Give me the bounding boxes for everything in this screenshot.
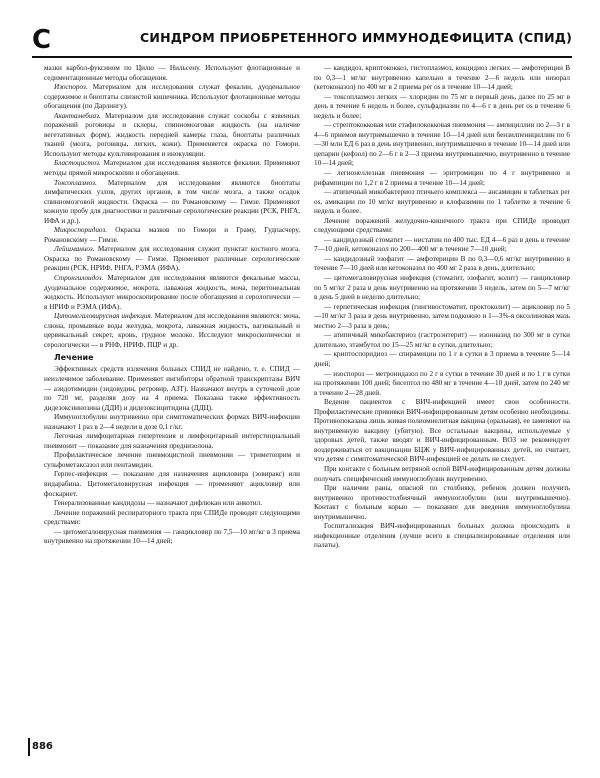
paragraph-text: — криптоспоридиоз — спирамицин по 1 г в сутки в 3 приема в течение 5—14 дней; [314,350,570,368]
paragraph-text: — изоспороз — метронидазол по 2 г в сутки в течение 30 дней и по 1 г в сутки на протяжении 100 дней; бисептол по 480 мг в течение 4—10 дней, затем по 240 мг в течение 2—28 дней. [314,369,570,397]
paragraph [44,112,300,160]
paragraph [314,370,570,399]
page-number: 886 [32,741,53,752]
header-rule [32,56,572,58]
paragraph-text: мазки карбол-фуксином по Цилю — Нильсену. Используют флотационные и седиментационные методы обогащения. [44,64,300,82]
paragraph [314,255,570,274]
paragraph-text: При наличии раны, опасной по столбняку, ребенок должен получить внутривенно противостолбнячный иммуноглобулин (или внутримышечно). Контакт с больным корью — показание для введения иммуноглобулина внутримышечно. [314,484,570,521]
paragraph-term: Бластоцистоз. [54,159,101,168]
section-heading: Лечение [54,353,94,363]
paragraph [314,303,570,332]
paragraph-text: Генерализованные кандидозы — назначают дифлюкан или анкотил. [54,499,263,508]
paragraph [44,413,300,432]
paragraph [314,522,570,551]
paragraph-text: Материалом для исследования являются биоптаты лимфатических узлов, других органов, в том числе мозга, а также осадок спинномозговой жидкости. Окраска — по Романовскому — Гимзе. Применяют кожную пробу для диагностики и различные серологические реакции (РСК, РНГА, ИФА и др.). [44,178,300,225]
paragraph-text: Материалом для исследования служат соскобы с язвенных поражений роговицы и склеры, спинномозговая жидкость (на наличие вегетативных форм), жидкость передней камеры глаза, биоптаты различных тканей (мозга, роговицы, легких, кожи). Применяется окраска по Гомори. Используют методы культивирования и инокуляции. [44,111,300,158]
paragraph-text: — герпетическая инфекция (гингивостоматит, проктоколит) — ацикловир по 5—10 мг/кг 3 раза в день внутривенно, затем подкожно и 1—3%-я оксолиновая мазь местно 2—3 раза в день; [314,302,570,330]
paragraph [44,312,300,350]
paragraph [314,465,570,484]
paragraph [44,245,300,274]
paragraph [314,121,570,169]
paragraph [314,64,570,93]
paragraph [44,179,300,227]
paragraph [44,83,300,112]
left-column [44,64,300,547]
paragraph-text: Эффективных средств излечения больных СПИД не найдено, т. е. СПИД — неизлечимое заболевание. Применяют ингибиторы обратной транскриптазы ВИЧ — азидотимидин (зидовудин, ретровир, АЗТ). Назначают внутрь в суточной дозе по 720 мг, разделяя дозу на 4 приема. Показана также эффективность дидезоксиинозина (ДДИ) и дидезоксицитидина (ДДЦ). [44,365,300,412]
paragraph-text: — кандидозный стоматит — нистатин по 400 тыс. ЕД 4—6 раз в день в течение 7—10 дней, кетоконазол по 200—400 мг в течение 7—10 дней; [314,235,570,254]
paragraph-term: Микроспоридиоз. [54,226,108,235]
paragraph-term: Лейшманиоз. [54,245,95,254]
paragraph-text: — кандидозный эзофагит — амфотерицин В по 0,3—0,6 мг/кг внутривенно в течение 7—10 дней или кетоконазол по 400 мг 2 раза в день, длительно; [314,254,570,273]
paragraph-text: Лечение поражений респираторного тракта при СПИДе проводят следующими средствами: [44,508,300,527]
paragraph [44,528,300,547]
paragraph [314,236,570,255]
paragraph [44,432,300,451]
paragraph [44,274,300,312]
paragraph [314,350,570,369]
paragraph-text: Окраска мазков по Гомори и Граму, Гудпасчеру, Романовскому — Гимзе. [44,226,300,244]
paragraph-text: Материалом для исследования являются фекалии. Применяют методы прямой микроскопии и обогащения. [44,159,300,178]
running-title: СИНДРОМ ПРИОБРЕТЕННОГО ИММУНОДЕФИЦИТА (СПИД) [140,30,572,45]
paragraph-text: — цитомегаловирусная пневмония — ганцикловир по 7,5—10 мг/кг в 3 приема внутривенно на протяжении 10—14 дней; [44,527,300,546]
paragraph [44,159,300,178]
paragraph-term: Акантамебиаз. [54,111,101,120]
paragraph [44,365,300,413]
paragraph-term: Стронгилоидоз. [54,274,104,283]
paragraph-text: Герпес-инфекция — показание для назначения ацикловира (зовиракс) или видарабина. Цитомегаловирусная инфекция — применяют ацикловир или фоскарнет. [44,470,300,498]
paragraph [314,331,570,350]
paragraph [44,64,300,83]
paragraph-term: Токсоплазмоз. [54,178,97,187]
paragraph-text: Материалом для исследования служат фекалии, дуоденальное содержимое и биоптаты слизистой кишечника. Используют флотационные методы обогащения (по Дарлингу). [44,83,300,111]
paragraph-text: — атипичный микобактериоз птичьего комплекса — ансамицин в таблетках per os, амикацин по 10 мг/кг внутривенно и клофазимин по 1 таблетке в течение 6 недель и более. [314,188,570,216]
paragraph [44,499,300,509]
paragraph-text: Ведение пациентов с ВИЧ-инфекцией имеет свои особенности. Профилактические прививки ВИЧ-инфицированным детям особенно необходимы. Противопоказана лишь живая полиомиелитная вакцина (оральная), ее заменяют на внутривенную вакцину (убитую). Все остальные вакцины, используемые у здоровых детей, также вводят и ВИЧ-инфицированным. ВОЗ не рекомендует воздерживаться от вакцинации БЦЖ у ВИЧ-инфицированных детей, но считает, что детям с симптоматической ВИЧ-инфекцией ее делать не следует. [314,398,570,464]
paragraph-text: Легочная лимфоцитарная гипертензия и лимфоцитарный интерстициальный пневмонит — показание для назначения преднизолона. [44,432,300,450]
paragraph [314,274,570,303]
right-column [314,64,570,551]
paragraph [314,93,570,122]
paragraph-text: — токсоплазмоз легких — хлоридин по 75 мг в первый день, далее по 25 мг в день в течение 6 недель и более, сульфадиазин по 4—6 г в день per os в течение 6 недель и более; [314,92,570,120]
section-letter: С [32,25,52,55]
paragraph-text: — легионеллезная пневмония — эритромицин по 4 г внутривенно и рифампицин по 1,2 г в 2 приема в течение 10—14 дней; [314,169,570,187]
paragraph-text: Профилактическое лечение пневмоцистной пневмонии — триметоприм и сульфометаксазол или пентамидин. [44,451,300,469]
paragraph-text: Госпитализация ВИЧ-инфицированных больных должна происходить в инфекционные отделения (лучше всего в специализированные отделения или палаты). [314,522,570,550]
paragraph-text: Материалом для исследования являются фекальные массы, дуоденальное содержимое, мокрота, лаважная жидкость, моча, перитонеальная жидкость. Используют микроскопирование после обогащения и серологически — в НРИФ и РЭМА (ИФА). [44,274,300,311]
paragraph-text: — кандидоз, криптококкоз, гистоплазмоз, кокцидиоз легких — амфотерицин В по 0,3—1 мг/кг внутривенно капельно в течение 2—6 недель или низорал (кетоконазол) по 400 мг в 2 приема per os в течение 10—14 дней; [314,64,570,92]
paragraph [44,451,300,470]
paragraph-text: — цитомегаловирусная инфекция (стоматит, эзофагит, колит) — ганцикловир по 5 мг/кг 2 раза в день внутривенно на протяжении 3 недель, затем по 5—7 мг/кг в день 5 дней в неделю длительно; [314,274,570,302]
paragraph-text: Лечение поражений желудочно-кишечного тракта при СПИДе проводят следующими средствами: [314,216,570,235]
paragraph [314,169,570,188]
paragraph [314,188,570,217]
paragraph-text: — атипичный микобактериоз (гастроэнтерит) — изониазид по 300 мг в сутки длительно, этамбутол по 15—25 мг/кг в сутки, длительно; [314,331,570,349]
paragraph-term: Изоспороз. [54,83,88,92]
page-header [32,26,572,54]
paragraph [44,470,300,499]
paragraph-text: Иммуноглобулин внутривенно при симптоматических формах ВИЧ-инфекции назначают 1 раз в 2—4 недели в дозе 0,1 г/кг. [44,413,300,431]
paragraph-text: Материалом для исследования являются: моча, слюна, промывные воды желудка, мокрота, лаважная жидкость, вагинальный и цервикальный секрет, кровь, грудное молоко. Исследуют микроскопически и серологически — в РНФ, НРИФ, ПЦР и др. [44,312,300,349]
paragraph [314,217,570,236]
paragraph-text: — стрептококковая или стафилококковая пневмония — ампициллин по 2—3 г в 4—6 приемов внутримышечно в течение 10—14 дней или бензилпенициллин по 6—30 млн ЕД 6 раз в день внутривенно, внутримышечно в течение 10—14 дней или цепарин (кефзол) по 2—6 г в 2—3 приема внутримышечно, внутривенно в течение 10—14 дней; [314,121,570,168]
paragraph [44,226,300,245]
paragraph [314,398,570,465]
paragraph-term: Цитомегаловирусная инфекция. [54,312,153,321]
paragraph-text: При контакте с больным ветряной оспой ВИЧ-инфицированным детям должны получать специфический иммуноглобулин внутривенно. [314,464,570,483]
paragraph [44,509,300,528]
paragraph [314,484,570,522]
paragraph-text: Материалом для исследования служит пунктат костного мозга. Окраска по Романовскому — Гимзе. Применяют различные серологические реакции (РСК, НРИФ, РНГА, РЭМА (ИФА). [44,245,300,273]
